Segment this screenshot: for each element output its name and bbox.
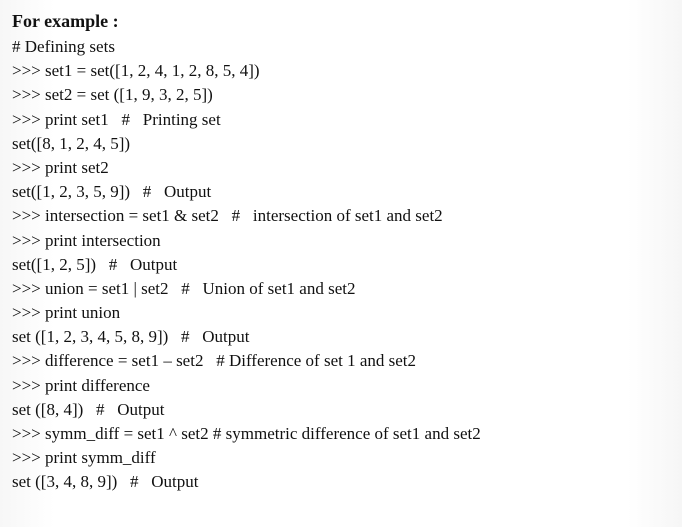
code-line: >>> difference = set1 – set2 # Difference of set 1 and set2 [12,351,417,371]
code-line: >>> set1 = set([1, 2, 4, 1, 2, 8, 5, 4]) [12,61,260,81]
code-line: set ([8, 4]) # Output [12,399,165,419]
code-line: >>> print intersection [12,230,161,250]
code-line: >>> intersection = set1 & set2 # intersection of set1 and set2 [12,206,443,226]
code-line: >>> print set1 # Printing set [12,109,221,129]
code-line: >>> union = set1 | set2 # Union of set1 and set2 [12,278,356,298]
code-line: >>> symm_diff = set1 ^ set2 # symmetric difference of set1 and set2 [12,424,481,443]
code-block [12,35,682,495]
code-line: >>> print symm_diff [12,448,156,468]
code-line: set([1, 2, 3, 5, 9]) # Output [12,182,212,202]
code-line: # Defining sets [12,37,115,56]
code-line: set([8, 1, 2, 4, 5]) [12,133,131,153]
code-line: set([1, 2, 5]) # Output [12,254,178,274]
code-line: >>> set2 = set ([1, 9, 3, 2, 5]) [12,85,213,105]
code-line: set ([3, 4, 8, 9]) # Output [12,472,199,492]
example-heading: For example : [12,11,119,31]
code-line: >>> print union [12,303,121,323]
code-line: set ([1, 2, 3, 4, 5, 8, 9]) # Output [12,327,250,347]
code-line: >>> print difference [12,375,150,395]
code-line: >>> print set2 [12,157,109,177]
